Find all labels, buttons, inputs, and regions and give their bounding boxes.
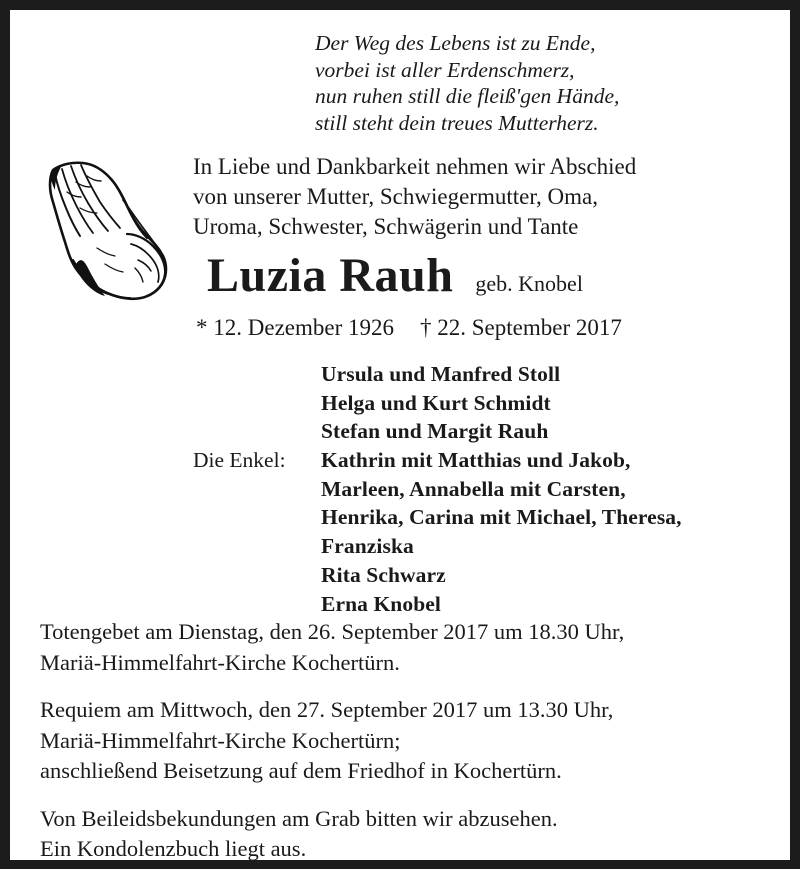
survivor-names: Stefan und Margit Rauh xyxy=(321,419,549,444)
farewell-intro xyxy=(193,152,636,242)
requiem-line-3: anschließend Beisetzung auf dem Friedhof in Kochertürn. xyxy=(40,758,562,783)
death-date: 22. September 2017 xyxy=(437,315,622,340)
deceased-name-line xyxy=(207,248,583,303)
life-dates xyxy=(196,315,622,341)
survivor-row xyxy=(193,503,682,532)
survivor-names: Ursula und Manfred Stoll xyxy=(321,362,561,386)
obituary-inner-card xyxy=(10,10,790,860)
survivor-row xyxy=(193,532,682,561)
survivor-names: Marleen, Annabella mit Carsten, xyxy=(321,476,626,501)
survivor-row xyxy=(193,590,682,619)
memorial-poem xyxy=(315,30,619,136)
deceased-maiden-name: geb. Knobel xyxy=(475,271,583,296)
birth-date: 12. Dezember 1926 xyxy=(213,315,394,340)
requiem-line-2: Mariä-Himmelfahrt-Kirche Kochertürn; xyxy=(40,727,401,753)
birth-symbol: * xyxy=(196,315,208,340)
survivor-names: Erna Knobel xyxy=(321,591,441,616)
poem-line-3: nun ruhen still die fleiß'gen Hände, xyxy=(315,84,620,108)
condolence-line-2: Ein Kondolenzbuch liegt aus. xyxy=(40,836,307,860)
poem-line-4: still steht dein treues Mutterherz. xyxy=(315,110,599,135)
death-symbol: † xyxy=(420,315,432,340)
survivor-names: Helga und Kurt Schmidt xyxy=(321,390,551,415)
poem-line-1: Der Weg des Lebens ist zu Ende, xyxy=(315,31,596,55)
poem-line-2: vorbei ist aller Erdenschmerz, xyxy=(315,57,575,82)
praying-hands-icon xyxy=(35,148,187,318)
survivor-row xyxy=(193,475,682,504)
condolence-line-1: Von Beileidsbekundungen am Grab bitten wir abzusehen. xyxy=(40,805,558,831)
prayer-service-line-1: Totengebet am Dienstag, den 26. September 2017 um 18.30 Uhr, xyxy=(40,619,625,644)
prayer-service-paragraph xyxy=(40,617,624,678)
grandchildren-label: Die Enkel: xyxy=(193,448,286,473)
survivor-names: Rita Schwarz xyxy=(321,562,446,587)
deceased-name: Luzia Rauh xyxy=(207,249,454,302)
survivor-names: Kathrin mit Matthias und Jakob, xyxy=(321,448,631,473)
prayer-service-line-2: Mariä-Himmelfahrt-Kirche Kochertürn. xyxy=(40,649,400,675)
survivor-row xyxy=(193,389,682,418)
intro-line-2: von unserer Mutter, Schwiegermutter, Oma, xyxy=(193,184,599,209)
intro-line-3: Uroma, Schwester, Schwägerin und Tante xyxy=(193,214,579,239)
intro-line-1: In Liebe und Dankbarkeit nehmen wir Abschied xyxy=(193,154,637,179)
service-details xyxy=(40,617,624,860)
survivor-names: Franziska xyxy=(321,534,414,559)
survivor-row xyxy=(193,360,682,389)
survivors-list xyxy=(193,360,682,618)
survivor-row-grandchildren xyxy=(193,446,682,475)
requiem-line-1: Requiem am Mittwoch, den 27. September 2017 um 13.30 Uhr, xyxy=(40,697,614,722)
survivor-row xyxy=(193,417,682,446)
condolence-note-paragraph xyxy=(40,804,624,861)
survivor-row xyxy=(193,561,682,590)
requiem-paragraph xyxy=(40,695,624,787)
survivor-names: Henrika, Carina mit Michael, Theresa, xyxy=(321,505,682,530)
